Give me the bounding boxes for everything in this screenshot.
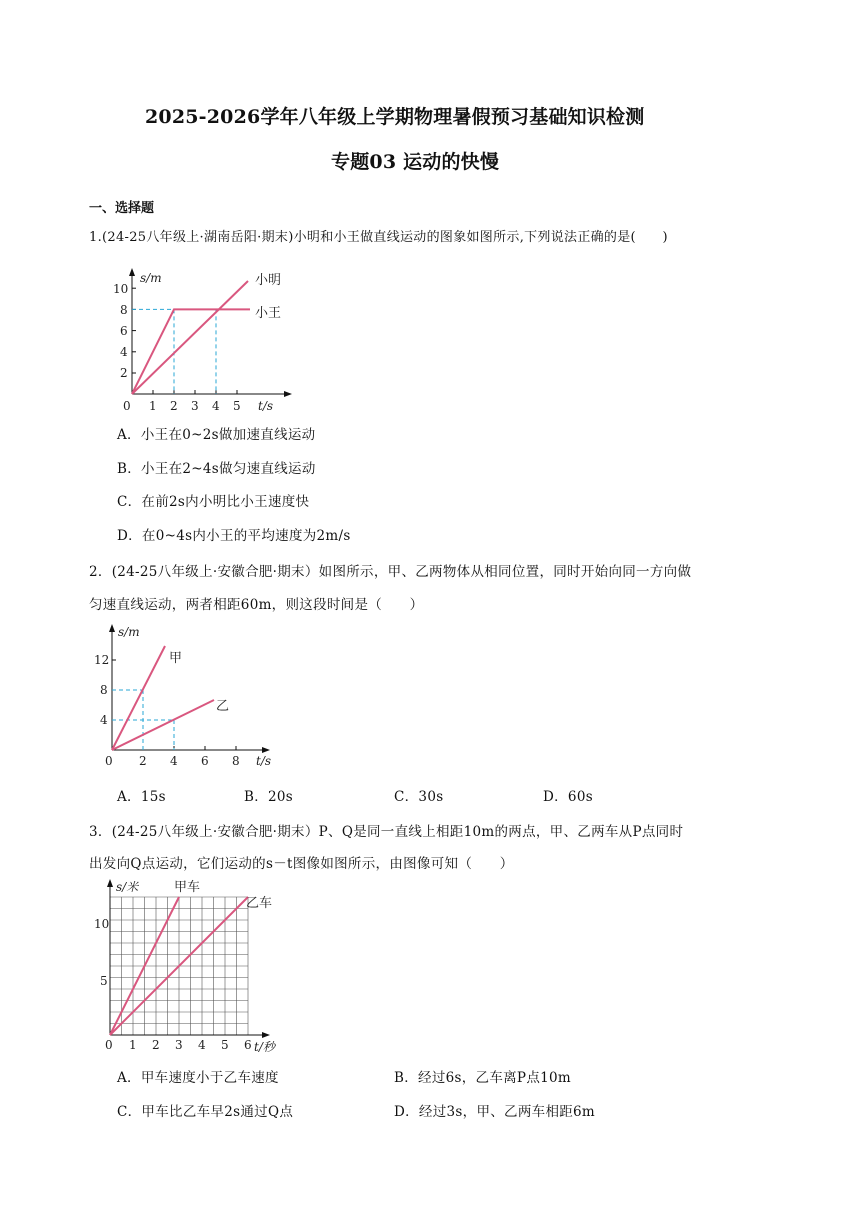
- q2-ytick: 12: [94, 653, 110, 667]
- q1-ytick: 4: [120, 345, 128, 359]
- q1-graph: [100, 266, 300, 416]
- q2-option-d[interactable]: D．60s: [543, 789, 593, 805]
- q2-ytick: 4: [100, 713, 108, 727]
- q1-series-label: 小明: [255, 273, 282, 288]
- q3-stem-line1: 3．(24-25八年级上·安徽合肥·期末）P、Q是同一直线上相距10m的两点，甲、乙两车从P点同时: [89, 824, 684, 840]
- q2-xlabel: t/s: [256, 754, 272, 768]
- q3-xtick: 4: [198, 1038, 206, 1052]
- q3-ytick: 10: [94, 917, 110, 931]
- q1-stem: 1.(24-25八年级上·湖南岳阳·期末)小明和小王做直线运动的图象如图所示,下列说法正确的是( ): [89, 230, 668, 245]
- q1-ylabel: s/m: [140, 271, 162, 285]
- q2-origin: 0: [105, 754, 113, 768]
- q1-option-a[interactable]: A．小王在0~2s做加速直线运动: [117, 427, 316, 443]
- q1-xlabel: t/s: [258, 399, 274, 413]
- q2-line-yi: [112, 700, 214, 750]
- q3-xtick: 5: [221, 1038, 229, 1052]
- doc-subtitle: 专题03 运动的快慢: [331, 151, 500, 173]
- q3-xtick: 2: [152, 1038, 160, 1052]
- doc-title: 2025-2026学年八年级上学期物理暑假预习基础知识检测: [145, 106, 645, 128]
- q2-ytick: 8: [100, 683, 108, 697]
- q2-series-label: 乙: [216, 699, 230, 714]
- q3-graph: [96, 877, 286, 1052]
- q3-option-b[interactable]: B．经过6s，乙车离P点10m: [394, 1070, 572, 1086]
- q1-line-xiaoming: [132, 281, 248, 394]
- q3-origin: 0: [105, 1038, 113, 1052]
- q2-xtick: 2: [139, 754, 147, 768]
- q2-xtick: 4: [170, 754, 178, 768]
- q1-origin: 0: [123, 399, 131, 413]
- q2-xtick: 6: [201, 754, 209, 768]
- q2-graph: [94, 622, 280, 772]
- q2-line-jia: [112, 646, 165, 750]
- q3-series-label: 甲车: [174, 880, 201, 895]
- q3-xtick: 3: [175, 1038, 183, 1052]
- q1-option-d[interactable]: D．在0~4s内小王的平均速度为2m/s: [117, 528, 351, 544]
- q3-series-label: 乙车: [246, 896, 273, 911]
- q3-option-a[interactable]: A．甲车速度小于乙车速度: [117, 1070, 279, 1086]
- q2-series-label: 甲: [169, 651, 183, 666]
- q1-series-label: 小王: [255, 306, 282, 321]
- q3-stem-line2: 出发向Q点运动，它们运动的s－t图像如图所示，由图像可知（ ）: [89, 856, 514, 872]
- q2-stem-line2: 匀速直线运动，两者相距60m，则这段时间是（ ）: [89, 597, 424, 613]
- q2-ylabel: s/m: [118, 625, 140, 639]
- q2-stem-line1: 2．(24-25八年级上·安徽合肥·期末）如图所示，甲、乙两物体从相同位置，同时开始向同一方向做: [89, 564, 692, 580]
- q1-xtick: 1: [149, 399, 157, 413]
- q3-option-c[interactable]: C．甲车比乙车早2s通过Q点: [117, 1104, 294, 1120]
- q3-xtick: 1: [129, 1038, 137, 1052]
- q1-ytick: 2: [120, 366, 128, 380]
- section-heading: 一、选择题: [89, 201, 155, 216]
- q1-line-xiaowang: [132, 309, 250, 394]
- q1-xtick: 5: [233, 399, 241, 413]
- q1-option-b[interactable]: B．小王在2~4s做匀速直线运动: [117, 461, 316, 477]
- q2-option-c[interactable]: C．30s: [394, 789, 444, 805]
- q1-xtick: 4: [212, 399, 220, 413]
- q1-xtick: 2: [170, 399, 178, 413]
- q1-option-c[interactable]: C．在前2s内小明比小王速度快: [117, 494, 310, 510]
- q2-xtick: 8: [232, 754, 240, 768]
- q1-ytick: 8: [120, 303, 128, 317]
- q3-ytick: 5: [100, 974, 108, 988]
- q3-xtick: 6: [244, 1038, 252, 1052]
- q1-ytick: 10: [113, 282, 129, 296]
- q3-option-d[interactable]: D．经过3s，甲、乙两车相距6m: [394, 1104, 596, 1120]
- q1-ytick: 6: [120, 324, 128, 338]
- q3-xlabel: t/秒: [254, 1040, 275, 1054]
- q2-option-b[interactable]: B．20s: [244, 789, 294, 805]
- q1-xtick: 3: [191, 399, 199, 413]
- q3-ylabel: s/米: [116, 880, 139, 894]
- q2-option-a[interactable]: A．15s: [117, 789, 166, 805]
